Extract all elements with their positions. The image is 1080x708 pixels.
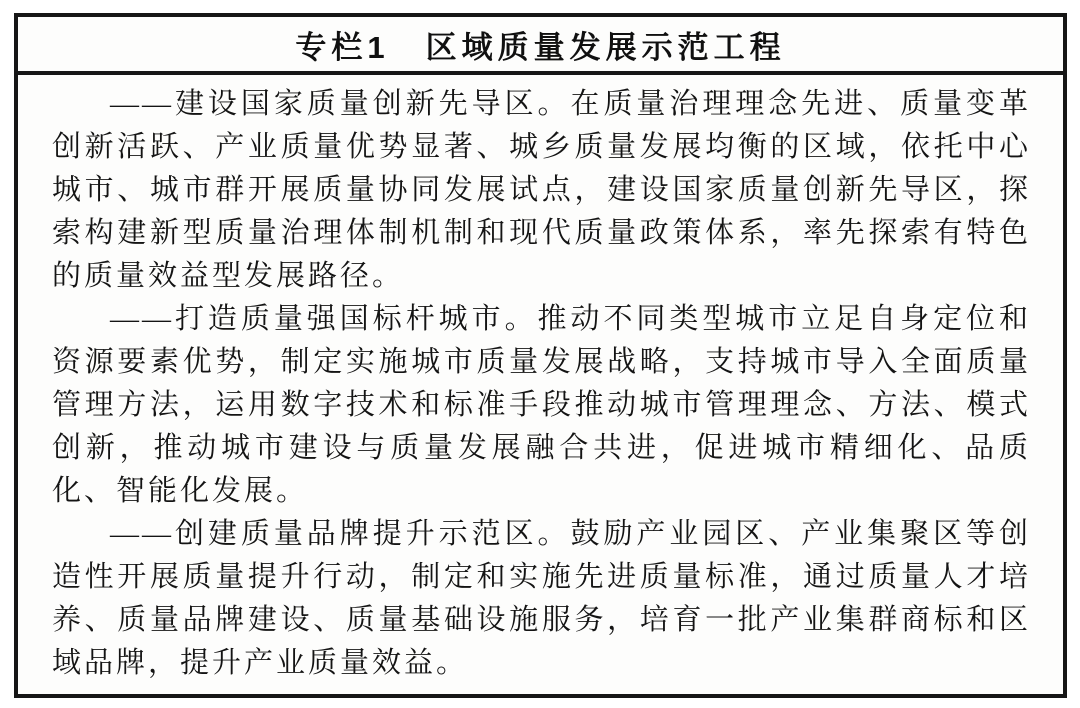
panel-body <box>18 75 1063 694</box>
paragraph-benchmark-cities: ——打造质量强国标杆城市。推动不同类型城市立足自身定位和资源要素优势，制定实施城市质量发展战略，支持城市导入全面质量管理方法，运用数字技术和标准手段推动城市管理理念、方法、模式创新，推动城市建设与质量发展融合共进，促进城市精细化、品质化、智能化发展。 <box>52 303 1031 507</box>
panel-box <box>14 13 1067 698</box>
panel-title: 专栏1 区域质量发展示范工程 <box>295 29 786 65</box>
panel-header <box>18 17 1063 71</box>
paragraph-national-quality-innovation-zone: ——建设国家质量创新先导区。在质量治理理念先进、质量变革创新活跃、产业质量优势显著、城乡质量发展均衡的区域，依托中心城市、城市群开展质量协同发展试点，建设国家质量创新先导区，探索构建新型质量治理体制机制和现代质量政策体系，率先探索有特色的质量效益型发展路径。 <box>52 88 1031 292</box>
paragraph-quality-brand-demo-zones: ——创建质量品牌提升示范区。鼓励产业园区、产业集聚区等创造性开展质量提升行动，制定和实施先进质量标准，通过质量人才培养、质量品牌建设、质量基础设施服务，培育一批产业集群商标和区域品牌，提升产业质量效益。 <box>52 518 1031 679</box>
